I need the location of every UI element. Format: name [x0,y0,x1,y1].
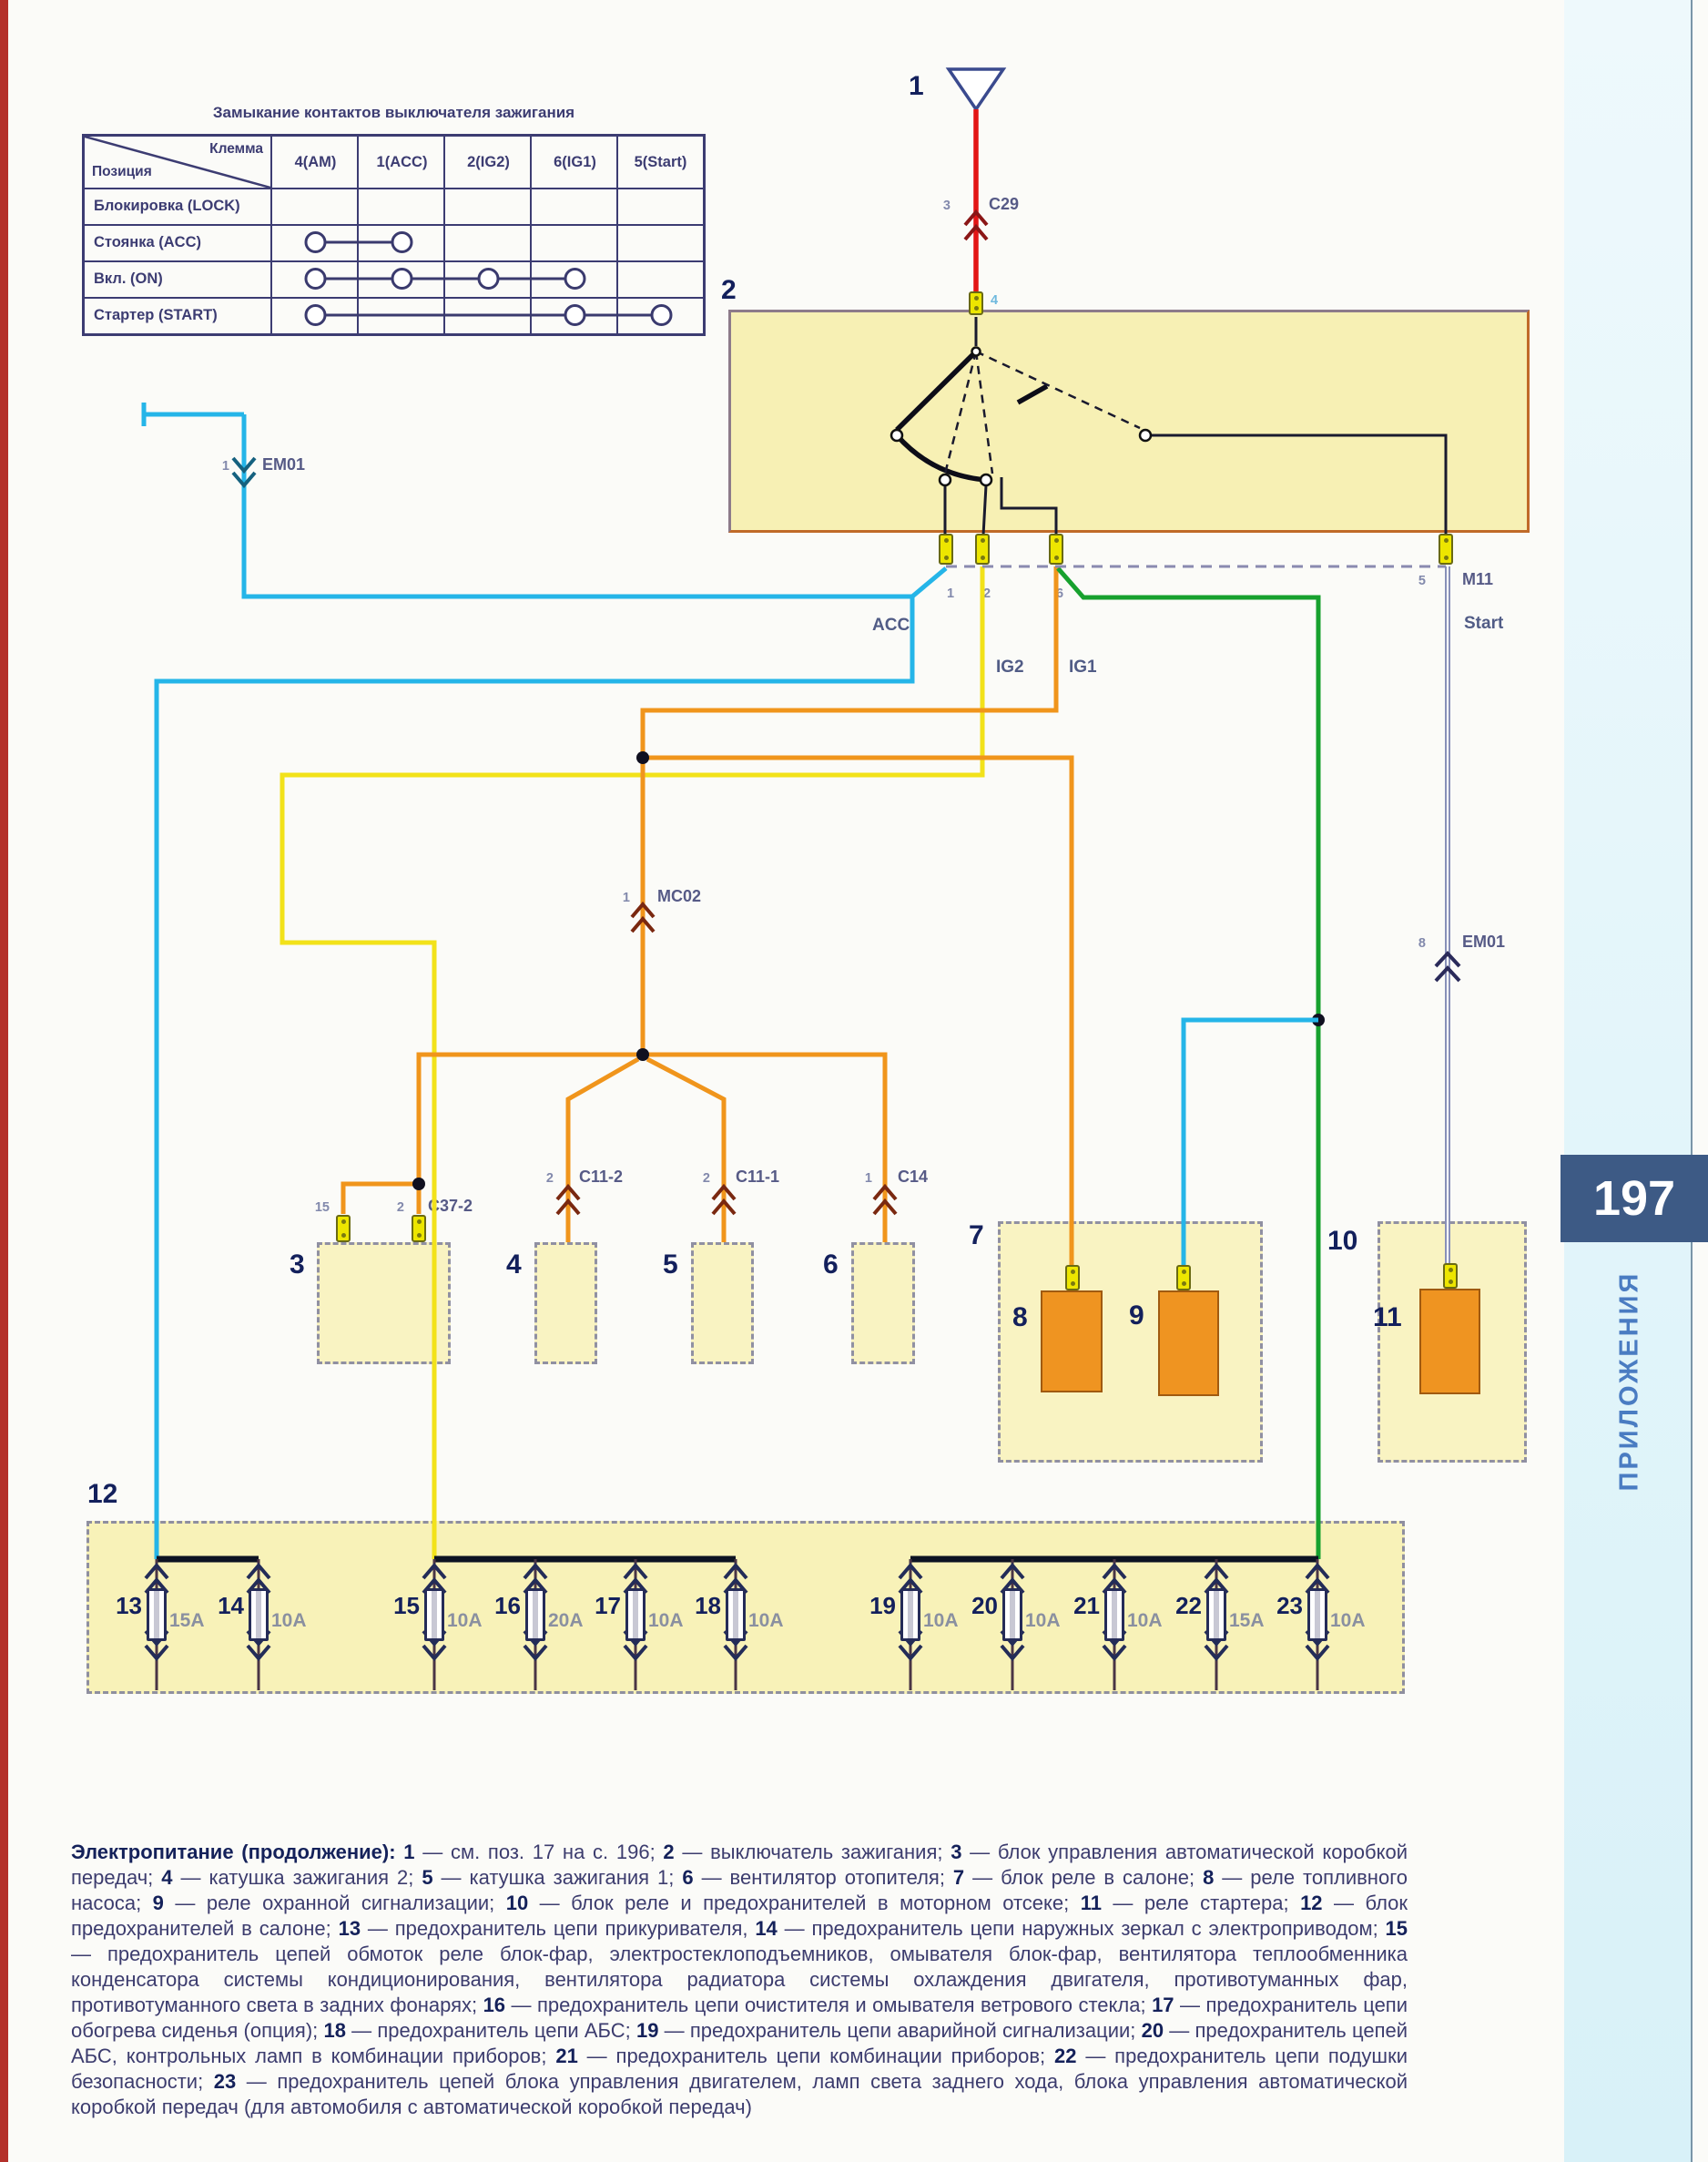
mc02-pin-number: 1 [622,891,630,905]
fuse-20 [1002,1588,1022,1641]
starter-contact-lead [1151,435,1446,535]
acc-wire-label: ACC [872,616,910,635]
fuse-rating: 10A [447,1610,483,1631]
component-1-number: 1 [909,71,924,101]
fuse-13 [147,1588,167,1641]
row-label: Стоянка (ACC) [94,234,201,250]
switch-wiper-arm [897,352,976,430]
fuse-number: 22 [1175,1592,1202,1619]
e27-pin-block [1443,1263,1458,1289]
c14-pin-number: 1 [864,1171,872,1186]
switch-pin1-block [939,534,953,565]
col-header: 1(ACC) [376,154,428,170]
c37-pin2-number: 2 [396,1200,404,1215]
em01-right-connector-label: EM01 [1462,933,1506,951]
fuse-23 [1307,1588,1327,1641]
em01-right-pin-number: 8 [1418,936,1426,951]
contact-row [272,188,705,224]
fuse-rating: 10A [271,1610,307,1631]
row-label: Вкл. (ON) [94,270,163,287]
wire-to-c11-1 [647,1059,724,1242]
wire-to-m19 [1184,1020,1318,1265]
fuse-number: 17 [595,1592,621,1619]
fuse-number: 16 [494,1592,521,1619]
switch-pin4-number: 4 [991,293,999,308]
fuse-rating: 15A [1229,1610,1265,1631]
component-12-number: 12 [87,1479,118,1509]
fuse-rating: 10A [1127,1610,1163,1631]
ignition-contact-table [82,134,706,336]
fuse-number: 15 [393,1592,420,1619]
fuse-number: 23 [1276,1592,1303,1619]
start-wire-label: Start [1464,614,1504,633]
fuse-number: 19 [869,1592,896,1619]
junction-dot [412,1178,425,1190]
col-header: 6(IG1) [554,154,596,170]
sidebar-section-label: ПРИЛОЖЕНИЯ [1614,1270,1644,1492]
switch-position-tick [1018,386,1047,403]
fuse-rating: 10A [648,1610,684,1631]
component-11-number: 11 [1373,1302,1402,1332]
row-label: Блокировка (LOCK) [94,198,240,214]
component-10-number: 10 [1327,1226,1358,1256]
starter-contact [1140,430,1151,441]
c37-connector-label: C37-2 [428,1197,473,1215]
binding-edge [0,0,8,2162]
switch-wiper-track [897,435,986,480]
fuse-14 [249,1588,269,1641]
c37-pin2-block [412,1215,426,1242]
fuse-rating: 10A [923,1610,959,1631]
switch-pin2-number: 2 [983,586,991,601]
fuse-rating: 20A [548,1610,584,1631]
fuse-number: 20 [971,1592,998,1619]
c29-connector-label: C29 [989,195,1020,213]
col-header: 4(AM) [294,154,337,170]
fuse-22 [1206,1588,1226,1641]
fuse-rating: 10A [1330,1610,1366,1631]
em01-left-connector-label: EM01 [262,455,306,474]
c11-1-pin-number: 2 [702,1171,710,1186]
wire-ig1 [643,566,1056,1055]
ig2-wire-label: IG2 [996,658,1024,677]
component-6-number: 6 [823,1249,839,1280]
fuse-number: 13 [116,1592,142,1619]
lock-contact [891,430,902,441]
switch-pin4-block [969,291,983,315]
c11-1-connector-label: C11-1 [736,1168,780,1186]
wire-to-c37 [343,1055,643,1214]
switch-pin1-number: 1 [947,586,955,601]
col-header: 2(IG2) [467,154,510,170]
fuse-rating: 10A [1025,1610,1061,1631]
switch-pin5-block [1439,534,1453,565]
component-8-number: 8 [1012,1302,1028,1332]
component-2-number: 2 [721,275,737,305]
contact-row [272,260,705,297]
fuse-number: 21 [1073,1592,1100,1619]
fuse-rating: 15A [169,1610,205,1631]
component-5-number: 5 [663,1249,678,1280]
wire-to-m16 [643,758,1072,1265]
wire-ig1-green [1058,568,1318,1559]
component-4-number: 4 [506,1249,522,1280]
fuse-number: 18 [695,1592,721,1619]
component-7-number: 7 [969,1220,984,1250]
corner-label-top: Клемма [209,141,263,157]
fuse-19 [900,1588,920,1641]
junction-dot [636,1048,649,1061]
row-label: Стартер (START) [94,307,218,323]
c11-2-pin-number: 2 [545,1171,554,1186]
col-header: 5(Start) [634,154,687,170]
junction-dot [636,751,649,764]
fuse-rating: 10A [748,1610,784,1631]
switch-pin6-block [1049,534,1063,565]
switch-contact-leads [945,477,1056,535]
m11-connector-label: M11 [1462,570,1494,588]
m16-pin-block [1065,1265,1080,1290]
fuse-18 [726,1588,746,1641]
power-source-triangle [949,69,1003,109]
component-3-number: 3 [290,1249,305,1280]
acc-contact [940,474,951,485]
table-title: Замыкание контактов выключателя зажигания [212,104,575,121]
wire-acc [144,403,946,597]
switch-position-dashes [945,352,1140,474]
c11-2-connector-label: C11-2 [579,1168,624,1186]
corner-label-bottom: Позиция [92,164,152,179]
caption: Электропитание (продолжение): 1 — см. поз. 17 на с. 196; 2 — выключатель зажигания; 3 — блок управления автоматической коробкой передач; 4 — катушка зажигания 2; 5 — катушка зажигания 1; 6 — вентилятор отопителя; 7 — блок реле в салоне; 8 — реле топливного насоса; 9 — реле охранной сигнализации; 10 — блок реле и предохранителей в моторном отсеке; 11 — реле стартера; 12 — блок предохранителей в салоне; 13 — предохранитель цепи прикуривателя, 14 — предохранитель цепи наружных зеркал с электроприводом; 15 — предохранитель цепей обмоток реле блок-фар, электростеклоподъемников, омывателя блок-фар, вентилятора теплообменника конденсатора системы кондиционирования, вентилятора радиатора системы охлаждения двигателя, противотуманных фар, противотуманного света в задних фонарях; 16 — предохранитель цепи очистителя и омывателя ветрового стекла; 17 — предохранитель цепи обогрева сиденья (опция); 18 — предохранитель цепи АБС; 19 — предохранитель цепи аварийной сигнализации; 20 — предохранитель цепей АБС, контрольных ламп в комбинации приборов; 21 — предохранитель цепи комбинации приборов; 22 — предохранитель цепи подушки безопасности; 23 — предохранитель цепей блока управления двигателем, ламп света заднего хода, блока управления автоматической коробкой передач (для автомобиля с автоматической коробкой передач) [71,1841,1408,2118]
contact-row [272,297,705,333]
mc02-connector-label: MC02 [657,887,702,905]
fuse-17 [625,1588,646,1641]
wire-to-c14 [643,1055,885,1242]
fuse-21 [1104,1588,1124,1641]
contact-row [272,224,705,260]
em01-left-pin-number: 1 [221,459,229,474]
m19-pin-block [1176,1265,1191,1290]
on-contact [981,474,991,485]
am-contact [972,348,981,356]
fuse-15 [424,1588,444,1641]
c14-connector-label: C14 [898,1168,929,1186]
fuse-number: 14 [218,1592,244,1619]
ig1-wire-label: IG1 [1069,658,1097,677]
switch-pin6-number: 6 [1056,586,1064,601]
switch-pin2-block [975,534,990,565]
m11-pin5-number: 5 [1418,574,1426,588]
c37-pin15-block [336,1215,351,1242]
c37-pin15-number: 15 [314,1200,330,1215]
wire-acc-to-fuse13 [157,597,912,1559]
wire-to-c11-2 [568,1059,638,1242]
c29-pin-number: 3 [942,199,951,213]
component-9-number: 9 [1129,1300,1144,1331]
page-number-tab: 197 [1561,1155,1708,1242]
fuse-16 [525,1588,545,1641]
